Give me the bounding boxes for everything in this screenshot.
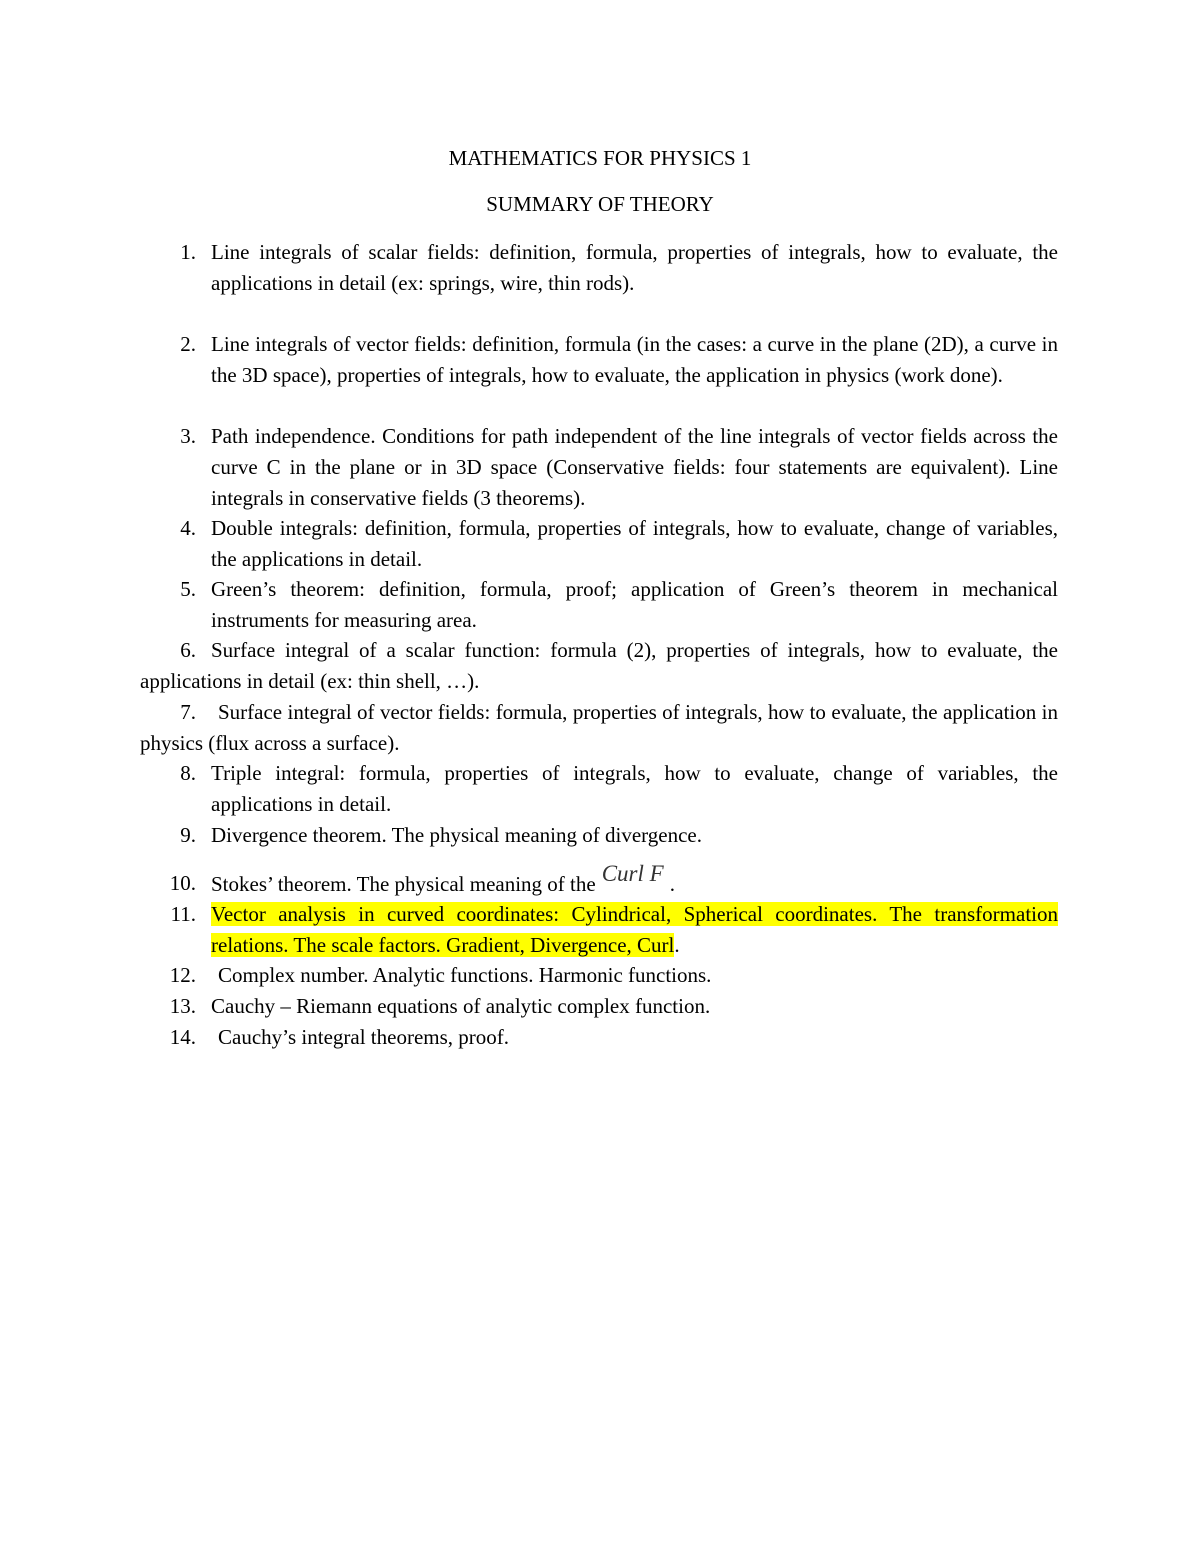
list-item-suffix: .: [669, 872, 675, 896]
list-item-suffix: .: [674, 933, 680, 957]
list-item-text: Green’s theorem: definition, formula, proof; application of Green’s theorem in mechanical instruments for measuring area.: [211, 577, 1058, 632]
list-item-5: [140, 574, 1058, 636]
list-item-text: Cauchy’s integral theorems, proof.: [218, 1025, 510, 1049]
list-item-11: [140, 899, 1058, 961]
list-item-13: [140, 991, 1058, 1022]
list-item-text: Path independence. Conditions for path independent of the line integrals of vector fields across the curve C in the plane or in 3D space (Conservative fields: four statements are equivalent). Line integrals in conservative fields (3 theorems).: [211, 424, 1058, 510]
list-item-number: 13.: [169, 994, 196, 1018]
list-item-text-wrapper: [211, 899, 1058, 961]
list-item-4: [140, 513, 1058, 575]
list-item-text-wrapper: [211, 861, 1058, 900]
list-item-text: Divergence theorem. The physical meaning of divergence.: [211, 823, 702, 847]
list-item-7: [140, 697, 1058, 759]
list-item-number: 5.: [180, 577, 196, 601]
list-item-6: [140, 635, 1058, 697]
list-item-number: 7.: [180, 700, 196, 724]
curl-f-formula: Curl F: [601, 861, 664, 886]
list-item-text: Line integrals of vector fields: definition, formula (in the cases: a curve in the plane (2D), a curve in the 3D space), properties of integrals, how to evaluate, the application in physics (work done).: [211, 332, 1058, 387]
list-item-text: Surface integral of a scalar function: formula (2), properties of integrals, how to evaluate, the applications in detail (ex: thin shell, …).: [140, 638, 1058, 693]
document-title: MATHEMATICS FOR PHYSICS 1: [448, 146, 752, 170]
list-item-text: Cauchy – Riemann equations of analytic complex function.: [211, 994, 711, 1018]
list-item-number: 9.: [180, 823, 196, 847]
list-item-number: 4.: [180, 516, 196, 540]
list-item-9: [140, 820, 1058, 851]
list-item-text: Line integrals of scalar fields: definition, formula, properties of integrals, how to evaluate, the applications in detail (ex: springs, wire, thin rods).: [211, 240, 1058, 295]
list-item-text: Surface integral of vector fields: formula, properties of integrals, how to evaluate, the application in physics (flux across a surface).: [140, 700, 1058, 755]
list-item-10: [140, 861, 1058, 900]
list-item-number: 12.: [169, 963, 196, 987]
list-item-number: 14.: [169, 1025, 196, 1049]
list-item-1: [140, 237, 1058, 299]
document-subtitle: SUMMARY OF THEORY: [486, 192, 714, 216]
list-item-12: [140, 960, 1058, 991]
list-item-8: [140, 758, 1058, 820]
list-item-number: 8.: [180, 761, 196, 785]
list-item-text: Double integrals: definition, formula, properties of integrals, how to evaluate, change of variables, the applications in detail.: [211, 516, 1058, 571]
list-item-number: 10.: [169, 871, 196, 895]
list-item-3: [140, 421, 1058, 514]
list-item-number: 11.: [170, 902, 196, 926]
list-item-text: Stokes’ theorem. The physical meaning of the: [211, 872, 596, 896]
list-item-text: Complex number. Analytic functions. Harmonic functions.: [218, 963, 712, 987]
highlighted-text: Vector analysis in curved coordinates: Cylindrical, Spherical coordinates. The transformation relations. The scale factors. Gradient, Divergence, Curl: [211, 902, 1058, 957]
list-item-text: Triple integral: formula, properties of integrals, how to evaluate, change of variables, the applications in detail.: [211, 761, 1058, 816]
list-item-2: [140, 329, 1058, 391]
list-item-number: 3.: [180, 424, 196, 448]
list-item-14: [140, 1022, 1058, 1053]
list-item-number: 6.: [180, 638, 196, 662]
list-item-number: 1.: [180, 240, 196, 264]
list-item-number: 2.: [180, 332, 196, 356]
